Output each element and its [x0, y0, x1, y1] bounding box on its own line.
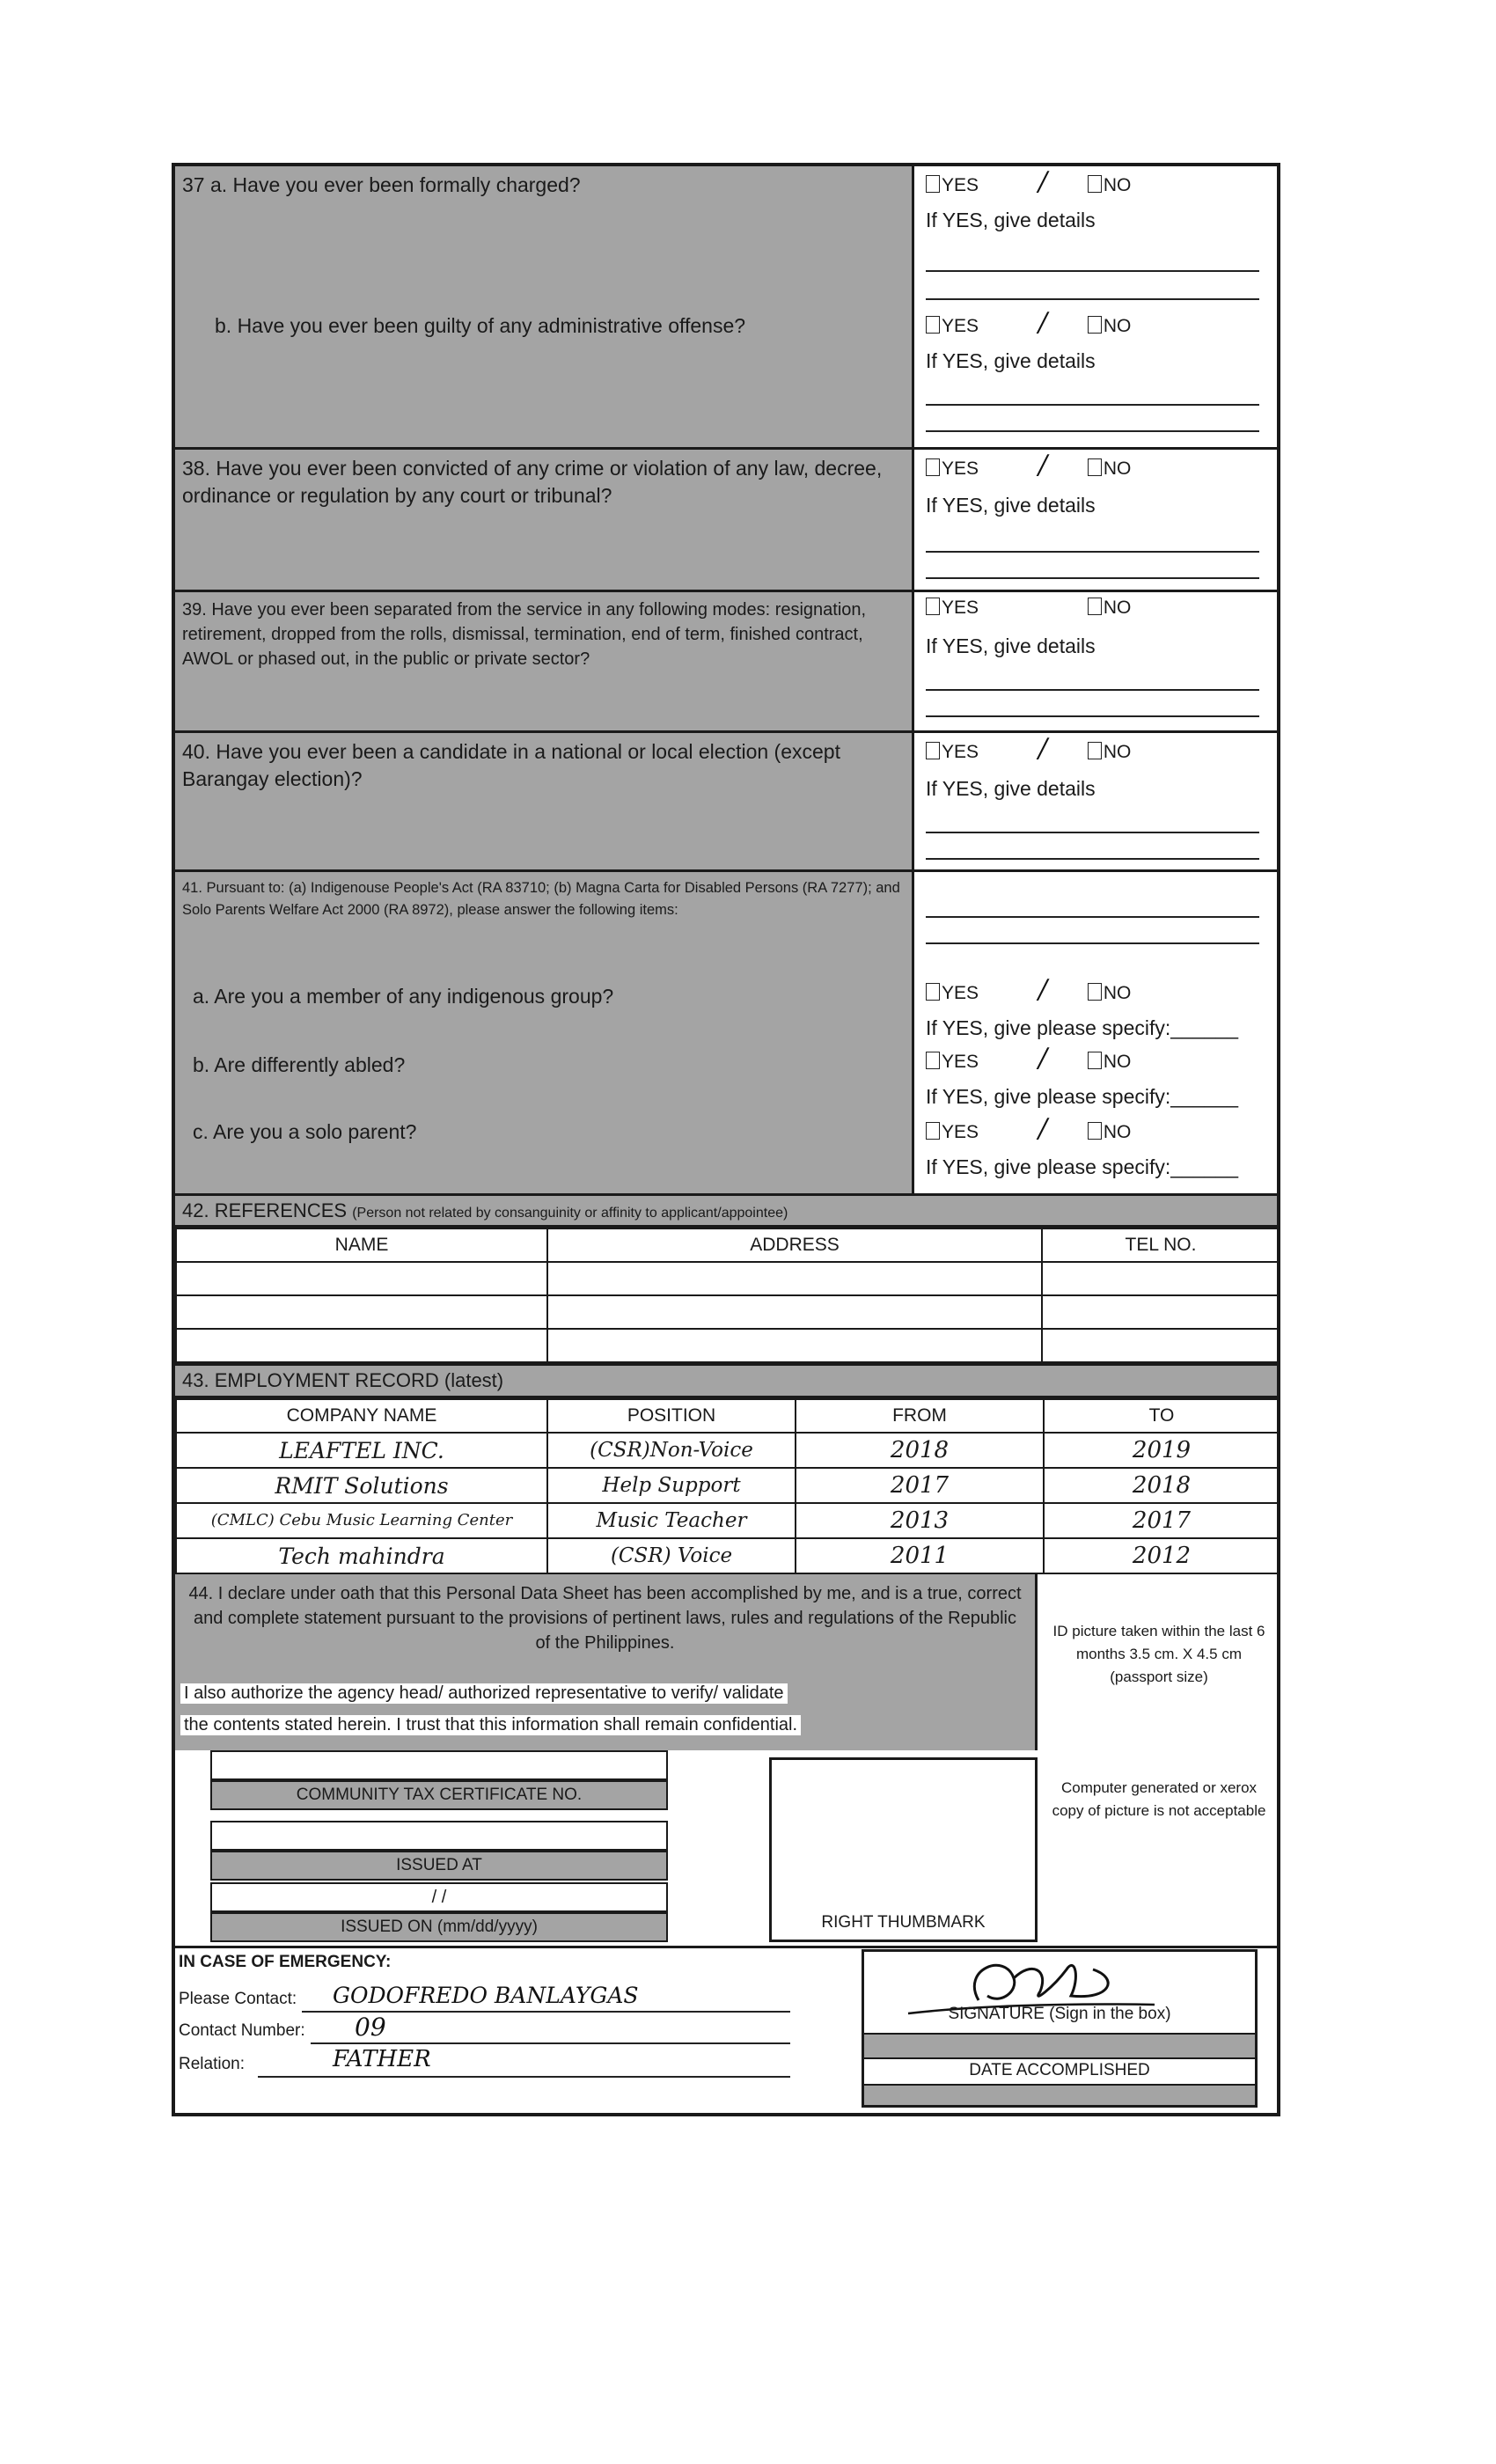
q41b-check-mark: /	[1038, 1043, 1048, 1074]
id-photo-note: ID picture taken within the last 6 months 3.5 cm. X 4.5 cm (passport size)	[1052, 1623, 1265, 1685]
q40-details-line[interactable]	[926, 832, 1259, 833]
q39-details-label: If YES, give details	[926, 634, 1096, 657]
issued-at-field[interactable]	[210, 1821, 668, 1851]
references-header-row	[176, 1228, 1280, 1262]
to-cell: 2017	[1044, 1503, 1280, 1538]
q37b-yes-checkbox[interactable]	[926, 316, 940, 334]
number-line	[311, 2042, 790, 2044]
q42-subtitle: (Person not related by consanguinity or affinity to applicant/appointee)	[352, 1206, 788, 1221]
q43-title: 43. EMPLOYMENT RECORD (latest)	[182, 1369, 504, 1391]
q38-section	[175, 450, 1277, 592]
employment-table	[175, 1398, 1280, 1574]
q41c-yes-no: YES NO	[926, 1122, 1131, 1143]
issued-on-label: ISSUED ON (mm/dd/yyyy)	[210, 1912, 668, 1942]
issued-at-label: ISSUED AT	[210, 1851, 668, 1881]
col-from: FROM	[796, 1399, 1044, 1433]
q41-line[interactable]	[926, 942, 1259, 944]
q44-authorize-line-1: I also authorize the agency head/ authorized representative to verify/ validate	[180, 1683, 788, 1704]
q37b-text: b. Have you ever been guilty of any administrative offense?	[215, 314, 746, 337]
q38-yes-no: YES NO	[926, 458, 1131, 480]
table-row[interactable]	[176, 1538, 1280, 1573]
q37a-details-label: If YES, give details	[926, 209, 1096, 231]
table-row[interactable]	[176, 1433, 1280, 1468]
position-cell: Help Support	[547, 1468, 796, 1503]
divider	[175, 1946, 1277, 1948]
to-cell: 2018	[1044, 1468, 1280, 1503]
q38-check-mark: /	[1038, 450, 1048, 480]
q41a-no-checkbox[interactable]	[1088, 983, 1102, 1001]
signature-box[interactable]	[862, 1949, 1258, 2108]
q42-header	[175, 1196, 1277, 1228]
position-cell: Music Teacher	[547, 1503, 796, 1538]
col-to: TO	[1044, 1399, 1280, 1433]
q41a-yes-checkbox[interactable]	[926, 983, 940, 1001]
q40-question-cell	[175, 733, 914, 869]
q38-question-cell	[175, 450, 914, 590]
contact-label: Please Contact:	[179, 1990, 297, 2008]
q40-yes-checkbox[interactable]	[926, 742, 940, 759]
q39-yes-no: YES NO	[926, 598, 1131, 619]
from-cell: 2011	[796, 1538, 1044, 1573]
q40-details-label: If YES, give details	[926, 777, 1096, 800]
q40-answer-cell	[917, 733, 1277, 869]
emergency-block	[179, 1953, 812, 2111]
q38-details-line[interactable]	[926, 551, 1259, 553]
pds-form-page	[172, 163, 1280, 2116]
q39-question-cell	[175, 592, 914, 730]
q41a-yes-no: YES NO	[926, 983, 1131, 1004]
q41b-no-checkbox[interactable]	[1088, 1052, 1102, 1069]
q41a-specify-label: If YES, give please specify:______	[926, 1016, 1239, 1039]
q37a-text: 37 a. Have you ever been formally charged?	[182, 173, 581, 196]
col-name: NAME	[176, 1228, 547, 1262]
q37a-details-line[interactable]	[926, 270, 1259, 272]
date-bar	[864, 2084, 1255, 2105]
table-row[interactable]	[176, 1468, 1280, 1503]
q39-text: 39. Have you ever been separated from the service in any following modes: resignation, retirement, dropped from the rolls, dismissal, termination, end of term, finished contract, AWOL or phased out, in the public or private sector?	[182, 600, 867, 669]
company-cell: (CMLC) Cebu Music Learning Center	[176, 1503, 547, 1538]
to-cell: 2019	[1044, 1433, 1280, 1468]
q38-yes-checkbox[interactable]	[926, 458, 940, 476]
relation-line	[258, 2076, 790, 2078]
q37a-details-line[interactable]	[926, 298, 1259, 300]
q38-answer-cell	[917, 450, 1277, 590]
q37a-no-checkbox[interactable]	[1088, 175, 1102, 193]
number-label: Contact Number:	[179, 2021, 305, 2040]
q37-answer-cell	[917, 166, 1277, 447]
q42-title: 42. REFERENCES	[182, 1199, 348, 1221]
from-cell: 2017	[796, 1468, 1044, 1503]
emergency-title: IN CASE OF EMERGENCY:	[179, 1953, 392, 1971]
q39-no-checkbox[interactable]	[1088, 598, 1102, 615]
table-row[interactable]	[176, 1295, 1280, 1329]
company-cell: Tech mahindra	[176, 1538, 547, 1573]
to-cell: 2012	[1044, 1538, 1280, 1573]
q37b-yes-no: YES NO	[926, 316, 1131, 337]
references-table	[175, 1228, 1280, 1363]
q43-header	[175, 1363, 1277, 1398]
q40-details-line[interactable]	[926, 858, 1259, 860]
q40-text: 40. Have you ever been a candidate in a national or local election (except Barangay election)?	[182, 740, 840, 790]
id-photo-box[interactable]	[1038, 1574, 1280, 1944]
issued-on-field[interactable]: / /	[210, 1882, 668, 1912]
q37b-details-label: If YES, give details	[926, 349, 1096, 372]
q41-text: 41. Pursuant to: (a) Indigenouse People's Act (RA 83710; (b) Magna Carta for Disabled Persons (RA 7277); and Solo Parents Welfare Act 2000 (RA 8972), please answer the following items:	[182, 880, 900, 918]
q39-details-line[interactable]	[926, 715, 1259, 717]
q37b-no-checkbox[interactable]	[1088, 316, 1102, 334]
table-row[interactable]	[176, 1329, 1280, 1362]
q37b-details-line[interactable]	[926, 430, 1259, 432]
q40-check-mark: /	[1038, 733, 1048, 764]
q37a-yes-no: YES NO	[926, 175, 1131, 196]
q40-no-checkbox[interactable]	[1088, 742, 1102, 759]
q37b-check-mark: /	[1038, 307, 1048, 338]
q41-question-cell	[175, 872, 914, 1193]
q41-section	[175, 872, 1277, 1196]
q37a-yes-checkbox[interactable]	[926, 175, 940, 193]
q38-no-checkbox[interactable]	[1088, 458, 1102, 476]
table-row[interactable]	[176, 1262, 1280, 1295]
q41c-yes-checkbox[interactable]	[926, 1122, 940, 1140]
contact-value[interactable]: GODOFREDO BANLAYGAS	[333, 1983, 639, 2008]
q41b-specify-label: If YES, give please specify:______	[926, 1085, 1239, 1108]
employment-header-row	[176, 1399, 1280, 1433]
q37a-check-mark: /	[1038, 166, 1048, 197]
col-address: ADDRESS	[547, 1228, 1042, 1262]
q37-question-cell	[175, 166, 914, 447]
q41b-text: b. Are differently abled?	[193, 1053, 406, 1076]
q39-answer-cell	[917, 592, 1277, 730]
q44-declaration-text: 44. I declare under oath that this Personal Data Sheet has been accomplished by me, and is a true, correct and complete statement pursuant to the provisions of pertinent laws, rules and regulations of the Republic of the Philippines.	[188, 1584, 1022, 1653]
q41c-specify-label: If YES, give please specify:______	[926, 1155, 1239, 1178]
q41-answer-cell	[917, 872, 1277, 1193]
position-cell: (CSR)Non-Voice	[547, 1433, 796, 1468]
q37b-details-line[interactable]	[926, 404, 1259, 406]
ctc-label: COMMUNITY TAX CERTIFICATE NO.	[210, 1780, 668, 1810]
q41c-text: c. Are you a solo parent?	[193, 1120, 417, 1143]
q44-authorize-line-2: the contents stated herein. I trust that this information shall remain confidential.	[180, 1715, 801, 1735]
thumbmark-box[interactable]	[769, 1757, 1038, 1942]
ctc-number-field[interactable]	[210, 1750, 668, 1780]
q40-section	[175, 733, 1277, 872]
q41a-check-mark: /	[1038, 974, 1048, 1005]
ctc-block	[175, 1750, 774, 1962]
company-cell: LEAFTEL INC.	[176, 1433, 547, 1468]
relation-label: Relation:	[179, 2055, 245, 2073]
date-accomplished-label: DATE ACCOMPLISHED	[969, 2061, 1150, 2079]
from-cell: 2013	[796, 1503, 1044, 1538]
signature-bar	[864, 2033, 1255, 2059]
col-company: COMPANY NAME	[176, 1399, 547, 1433]
q41c-no-checkbox[interactable]	[1088, 1122, 1102, 1140]
from-cell: 2018	[796, 1433, 1044, 1468]
q38-text: 38. Have you ever been convicted of any crime or violation of any law, decree, ordinance or regulation by any court or tribunal?	[182, 457, 883, 507]
q39-details-line[interactable]	[926, 689, 1259, 691]
q39-yes-checkbox[interactable]	[926, 598, 940, 615]
q38-details-line[interactable]	[926, 577, 1259, 579]
q41-line[interactable]	[926, 916, 1259, 918]
id-photo-warning: Computer generated or xerox copy of picture is not acceptable	[1052, 1779, 1266, 1819]
q41b-yes-checkbox[interactable]	[926, 1052, 940, 1069]
thumbmark-label: RIGHT THUMBMARK	[821, 1913, 986, 1932]
position-cell: (CSR) Voice	[547, 1538, 796, 1573]
col-tel: TEL NO.	[1042, 1228, 1280, 1262]
col-position: POSITION	[547, 1399, 796, 1433]
q41a-text: a. Are you a member of any indigenous group?	[193, 985, 614, 1008]
table-row[interactable]	[176, 1503, 1280, 1538]
q41c-check-mark: /	[1038, 1113, 1048, 1144]
number-value[interactable]: 09	[355, 2013, 386, 2042]
relation-value[interactable]: FATHER	[333, 2046, 431, 2072]
q37-section	[175, 166, 1277, 450]
q38-details-label: If YES, give details	[926, 494, 1096, 517]
q41b-yes-no: YES NO	[926, 1052, 1131, 1073]
q40-yes-no: YES NO	[926, 742, 1131, 763]
q39-section	[175, 592, 1277, 733]
company-cell: RMIT Solutions	[176, 1468, 547, 1503]
q44-declaration-block	[175, 1574, 1038, 1750]
signature-label: SIGNATURE (Sign in the box)	[948, 2005, 1171, 2023]
